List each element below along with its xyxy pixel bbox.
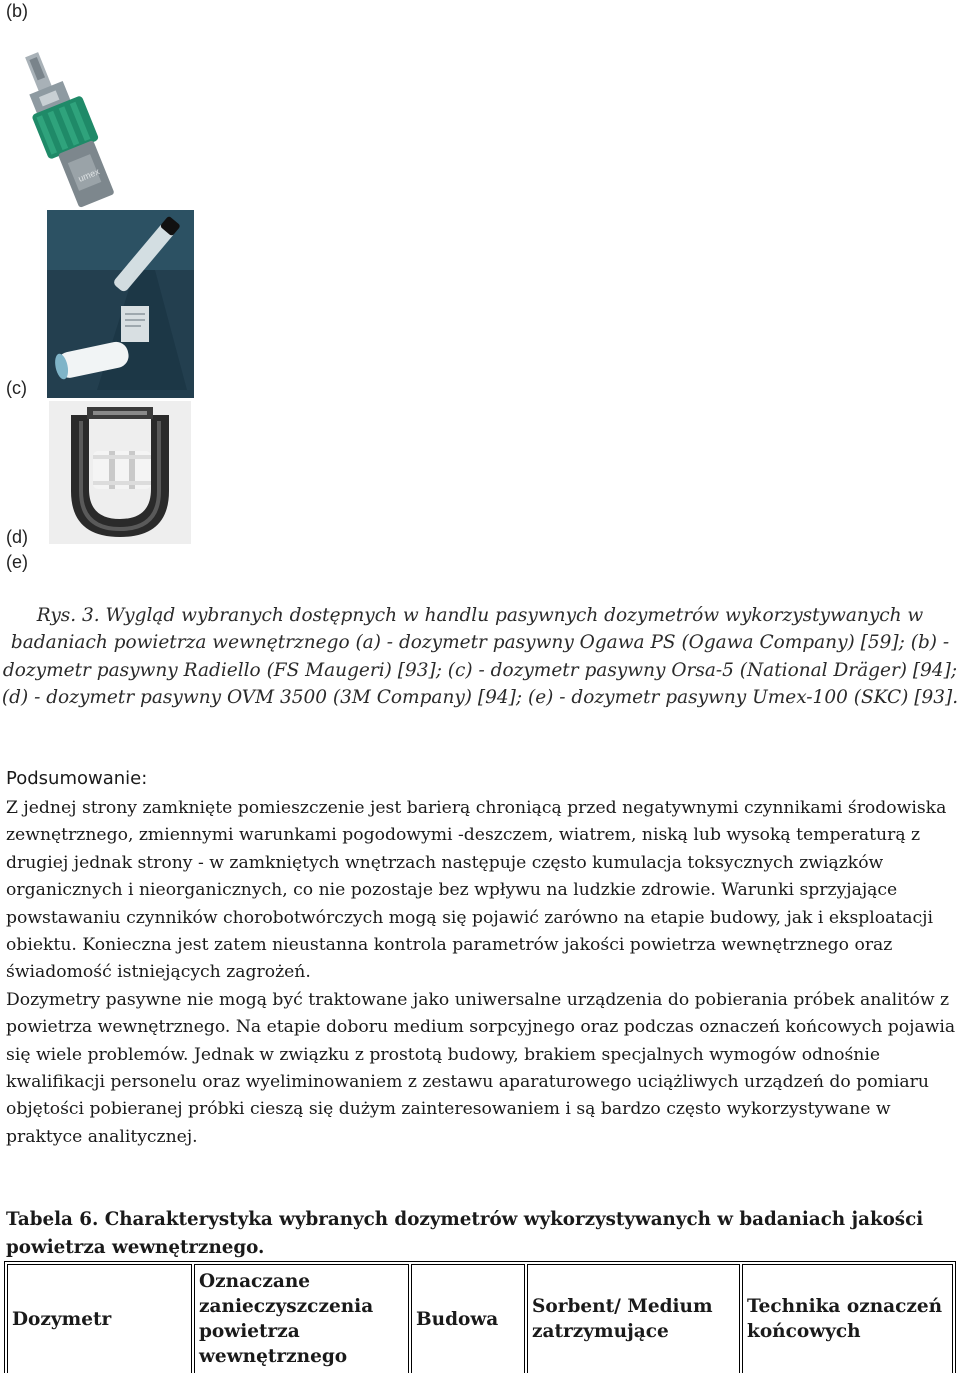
panel-label-e: (e) bbox=[6, 552, 28, 572]
orsa5-dosimeter-photo bbox=[47, 210, 194, 398]
table-header-cell: Sorbent/ Medium zatrzymujące bbox=[527, 1264, 740, 1373]
section-heading: Podsumowanie: bbox=[6, 768, 148, 789]
table-title: Tabela 6. Charakterystyka wybranych dozymetrów wykorzystywanych w badaniach jakości powietrza wewnętrznego. bbox=[6, 1209, 924, 1258]
summary-paragraph: Dozymetry pasywne nie mogą być traktowane jako uniwersalne urządzenia do pobierania próbek analitów z powietrza wewnętrznego. Na etapie doboru medium sorpcyjnego oraz podczas oznaczeń końcowych pojawia się wiele problemów. Jednak w związku z prostotą budowy, brakiem specjalnych wymogów odnośnie kwalifikacji personelu oraz wyeliminowaniem z zestawu aparaturowego uciążliwych urządzeń do pomiaru objętości pobieranej próbki cieszą się dużym zainteresowaniem i są bardzo często wykorzystywane w praktyce analitycznej. bbox=[6, 989, 956, 1147]
table-header-cell: Technika oznaczeń końcowych bbox=[742, 1264, 953, 1373]
panel-label-d: (d) bbox=[6, 527, 28, 547]
summary-body bbox=[6, 795, 956, 1151]
panel-label-b: (b) bbox=[6, 1, 28, 21]
panel-label-c: (c) bbox=[6, 378, 27, 398]
figure-caption: Rys. 3. Wygląd wybranych dostępnych w handlu pasywnych dozymetrów wykorzystywanych w badaniach powietrza wewnętrznego (a) - dozymetr pasywny Ogawa PS (Ogawa Company) [59]; (b) - dozymetr pasywny Radiello (FS Maugeri) [93]; (c) - dozymetr pasywny Orsa-5 (National Dräger) [94]; (d) - dozymetr pasywny OVM 3500 (3M Company) [94]; (e) - dozymetr pasywny Umex-100 (SKC) [93]. bbox=[1, 605, 959, 709]
svg-text:umex: umex bbox=[76, 166, 101, 184]
radiello-dosimeter-photo bbox=[14, 40, 134, 210]
table-header-cell: Dozymetr bbox=[7, 1264, 192, 1373]
table-header-cell: Budowa bbox=[411, 1264, 525, 1373]
table-header-row bbox=[7, 1264, 953, 1373]
table-wrapper bbox=[4, 1261, 958, 1373]
ovm3500-dosimeter-photo bbox=[49, 401, 191, 544]
table-header-cell: Oznaczane zanieczyszczenia powietrza wewnętrznego bbox=[194, 1264, 409, 1373]
dosimeter-table bbox=[4, 1261, 956, 1373]
summary-paragraph: Z jednej strony zamknięte pomieszczenie jest barierą chroniącą przed negatywnymi czynnikami środowiska zewnętrznego, zmiennymi warunkami pogodowymi -deszczem, wiatrem, niską lub wysoką temperaturą z drugiej jednak strony - w zamkniętych wnętrzach następuje często kumulacja toksycznych związków organicznych i nieorganicznych, co nie pozostaje bez wpływu na ludzkie zdrowie. Warunki sprzyjające powstawaniu czynników chorobotwórczych mogą się pojawić zarówno na etapie budowy, jak i eksploatacji obiektu. Konieczna jest zatem nieustanna kontrola parametrów jakości powietrza wewnętrznego oraz świadomość istniejących zagrożeń. bbox=[6, 798, 947, 983]
